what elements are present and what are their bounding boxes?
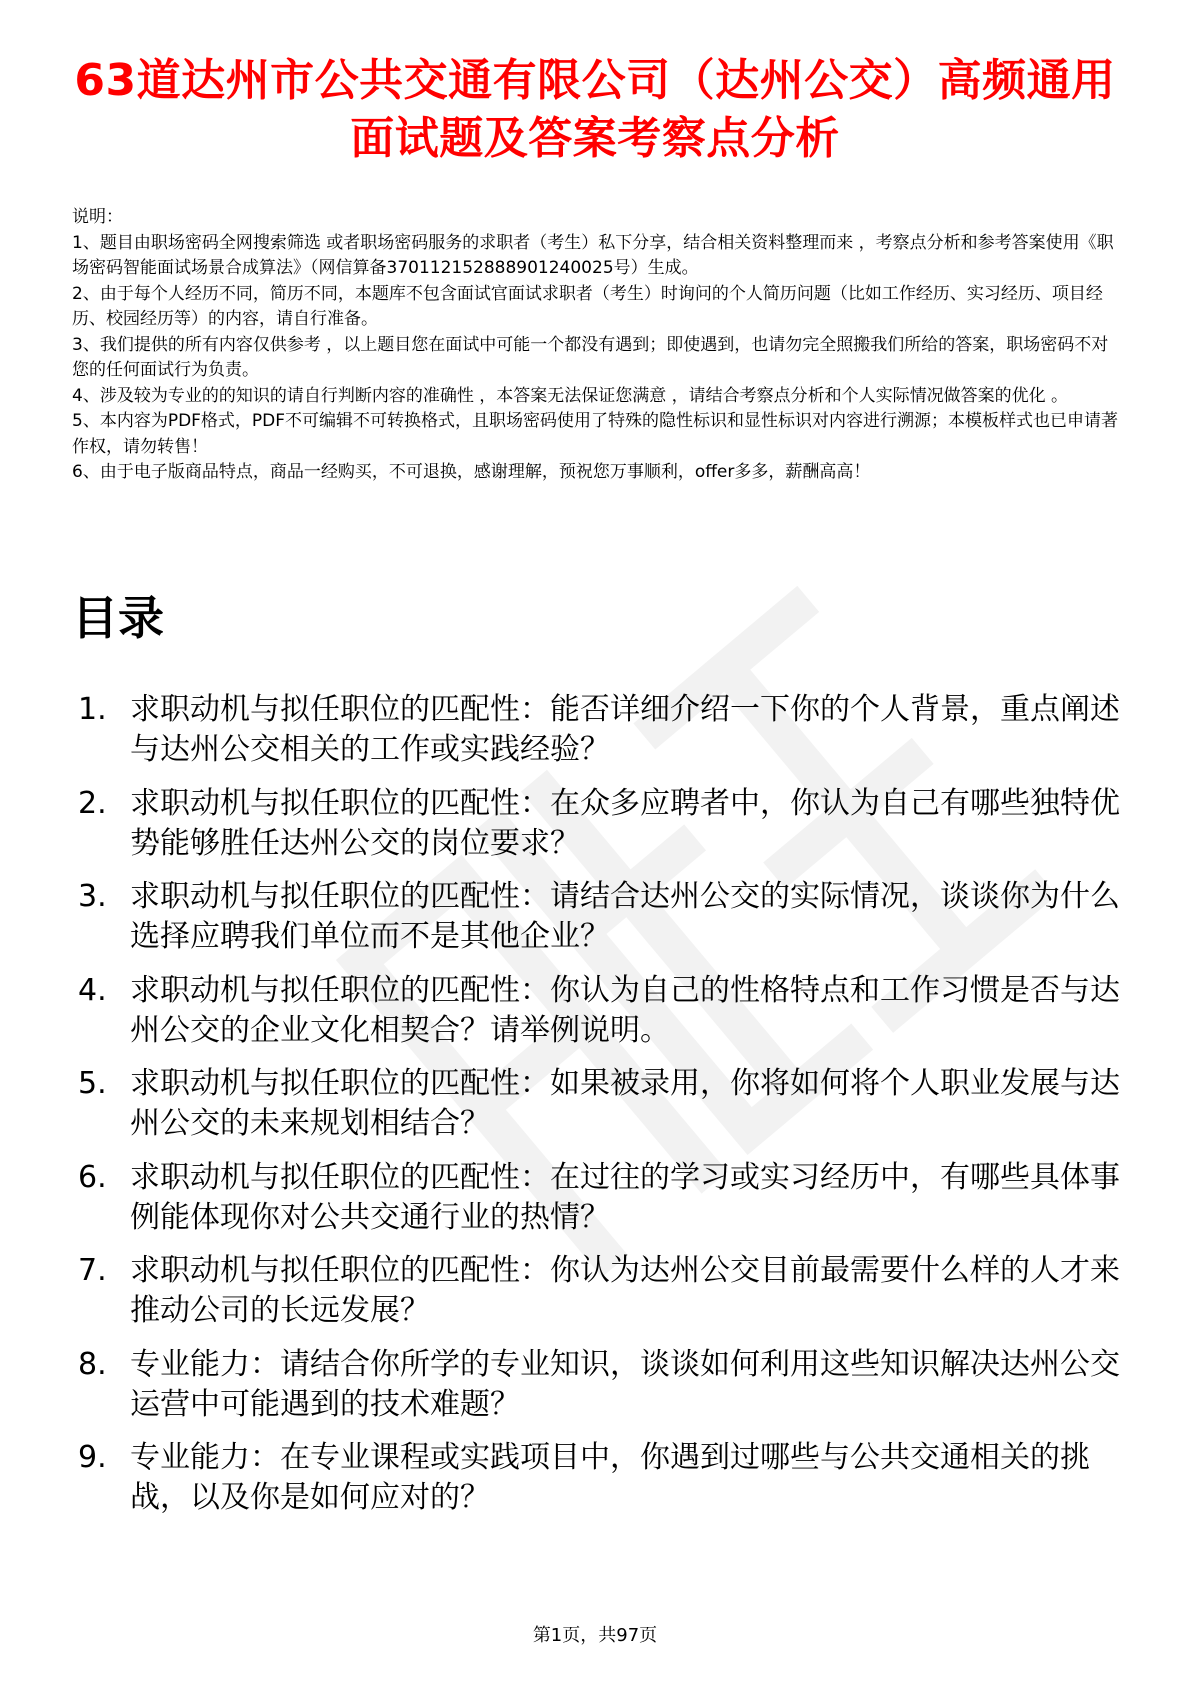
toc-item-number: 3. — [78, 879, 107, 914]
toc-item[interactable] — [72, 1064, 1132, 1144]
toc-item-text: 求职动机与拟任职位的匹配性：请结合达州公交的实际情况，谈谈你为什么选择应聘我们单位而不是其他企业？ — [130, 879, 1120, 954]
note-item: 3、我们提供的所有内容仅供参考 ，以上题目您在面试中可能一个都没有遇到；即使遇到，也请勿完全照搬我们所给的答案，职场密码不对您的任何面试行为负责。 — [72, 334, 1109, 380]
toc-item[interactable] — [72, 1251, 1132, 1331]
page-footer: 第1页，共97页 — [532, 1625, 658, 1646]
toc-item[interactable] — [72, 690, 1132, 770]
note-item: 2、由于每个人经历不同，简历不同，本题库不包含面试官面试求职者（考生）时询问的个人简历问题（比如工作经历、实习经历、项目经历、校园经历等）的内容，请自行准备。 — [72, 283, 1103, 329]
toc-item-number: 4. — [78, 972, 107, 1008]
toc-item[interactable] — [72, 1438, 1132, 1518]
document-title: 63道达州市公共交通有限公司（达州公交）高频通用面试题及答案考察点分析 — [74, 55, 1116, 164]
toc-item-number: 2. — [78, 785, 107, 821]
toc-heading: 目录 — [72, 591, 164, 645]
note-item: 5、本内容为PDF格式，PDF不可编辑不可转换格式，且职场密码使用了特殊的隐性标识和显性标识对内容进行溯源；本模板样式也已申请著作权，请勿转售！ — [72, 411, 1119, 457]
notes-heading: 说明： — [72, 207, 123, 227]
toc-item-number: 8. — [78, 1346, 107, 1382]
toc-item[interactable] — [72, 1158, 1132, 1238]
toc-item-text: 求职动机与拟任职位的匹配性：在过往的学习或实习经历中，有哪些具体事例能体现你对公共交通行业的热情？ — [130, 1159, 1120, 1235]
toc-item[interactable] — [72, 1345, 1132, 1425]
toc-item-text: 求职动机与拟任职位的匹配性：能否详细介绍一下你的个人背景，重点阐述与达州公交相关的工作或实践经验？ — [130, 692, 1120, 767]
toc-item-number: 5. — [78, 1066, 107, 1101]
toc-item-text: 专业能力：请结合你所学的专业知识，谈谈如何利用这些知识解决达州公交运营中可能遇到的技术难题？ — [130, 1346, 1120, 1422]
toc-item-number: 1. — [78, 692, 107, 727]
toc-item-text: 专业能力：在专业课程或实践项目中，你遇到过哪些与公共交通相关的挑战，以及你是如何应对的？ — [130, 1440, 1090, 1515]
note-item: 4、涉及较为专业的的知识的请自行判断内容的准确性 ，本答案无法保证您满意 ，请结合考察点分析和个人实际情况做答案的优化 。 — [72, 385, 1069, 406]
notes-section — [72, 205, 1122, 486]
toc-item[interactable] — [72, 877, 1132, 957]
toc-list — [72, 690, 1132, 1532]
toc-item-number: 7. — [78, 1253, 107, 1288]
note-item: 6、由于电子版商品特点，商品一经购买，不可退换，感谢理解，预祝您万事顺利，offer多多，薪酬高高！ — [72, 462, 871, 482]
toc-item[interactable] — [72, 784, 1132, 864]
toc-item-text: 求职动机与拟任职位的匹配性：你认为达州公交目前最需要什么样的人才来推动公司的长远发展？ — [130, 1253, 1120, 1328]
toc-item-number: 9. — [78, 1440, 107, 1475]
toc-item-text: 求职动机与拟任职位的匹配性：你认为自己的性格特点和工作习惯是否与达州公交的企业文化相契合？请举例说明。 — [130, 972, 1120, 1048]
toc-item-number: 6. — [78, 1159, 107, 1195]
toc-item-text: 求职动机与拟任职位的匹配性：如果被录用，你将如何将个人职业发展与达州公交的未来规划相结合？ — [130, 1066, 1120, 1141]
toc-item[interactable] — [72, 971, 1132, 1051]
toc-item-text: 求职动机与拟任职位的匹配性：在众多应聘者中，你认为自己有哪些独特优势能够胜任达州公交的岗位要求？ — [130, 785, 1120, 861]
note-item: 1、题目由职场密码全网搜索筛选 或者职场密码服务的求职者（考生）私下分享，结合相关资料整理而来 ，考察点分析和参考答案使用《职场密码智能面试场景合成算法》（网信算备370112152888901240025号）生成。 — [72, 232, 1114, 278]
